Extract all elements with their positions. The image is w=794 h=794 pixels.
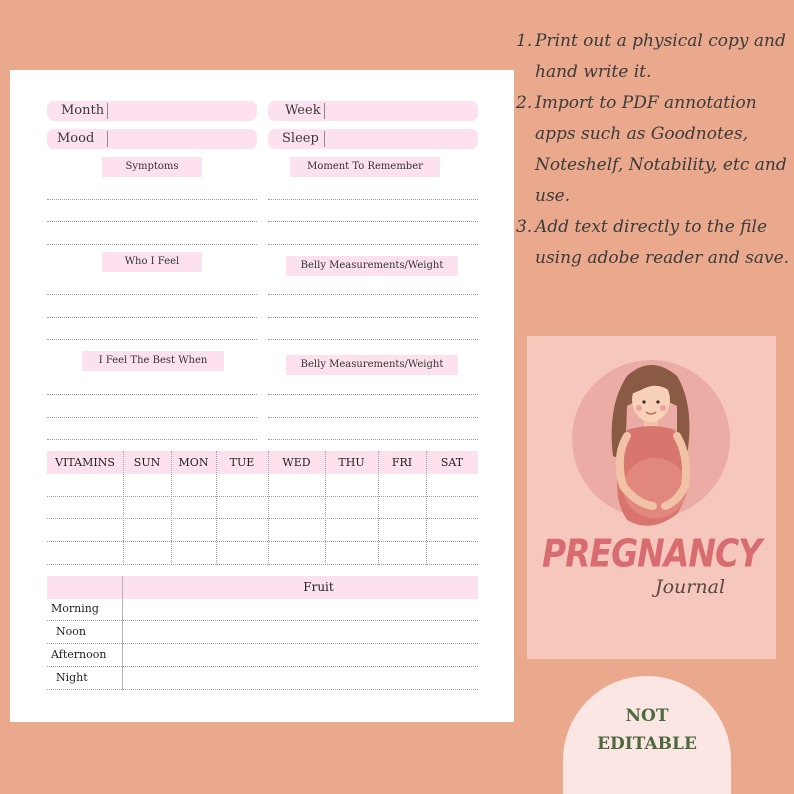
col-sat: SAT — [440, 456, 464, 469]
mood-label: Mood — [57, 131, 95, 146]
col-wed: WED — [282, 456, 311, 469]
grid-divider — [378, 451, 379, 565]
moment-heading: Moment To Remember — [290, 157, 440, 177]
instruction-item: 3. Add text directly to the file using adobe reader and save. — [516, 217, 790, 268]
not-editable-badge — [563, 676, 731, 794]
mood-field — [47, 129, 257, 149]
write-line — [268, 294, 478, 295]
belly-heading-1: Belly Measurements/Weight — [286, 256, 458, 276]
col-sun: SUN — [133, 456, 161, 469]
cover-subtitle: Journal — [655, 576, 726, 598]
month-label: Month — [61, 103, 105, 118]
write-line — [47, 317, 257, 318]
belly-heading-2: Belly Measurements/Weight — [286, 355, 458, 375]
grid-row-line — [47, 518, 478, 519]
write-line — [47, 199, 257, 200]
fruit-row-line — [47, 620, 478, 621]
col-thu: THU — [338, 456, 365, 469]
write-line — [47, 294, 257, 295]
write-line — [268, 339, 478, 340]
write-line — [47, 394, 257, 395]
sleep-field — [268, 129, 478, 149]
write-line — [47, 439, 257, 440]
who-feel-heading: Who I Feel — [102, 252, 202, 272]
col-tue: TUE — [229, 456, 255, 469]
col-vitamins: VITAMINS — [55, 456, 115, 469]
grid-divider — [171, 451, 172, 565]
col-fri: FRI — [391, 456, 413, 469]
row-night: Night — [56, 671, 88, 684]
grid-divider — [325, 451, 326, 565]
cover-preview — [527, 336, 776, 659]
grid-divider — [123, 451, 124, 565]
vitamins-header-row — [47, 451, 478, 474]
grid-divider — [426, 451, 427, 565]
grid-row-line — [47, 541, 478, 542]
write-line — [268, 199, 478, 200]
journal-page — [10, 70, 514, 722]
write-line — [268, 244, 478, 245]
fruit-header-row — [47, 576, 478, 599]
write-line — [268, 317, 478, 318]
fruit-row-line — [47, 666, 478, 667]
grid-divider — [216, 451, 217, 565]
badge-line-1: NOT — [625, 706, 669, 726]
write-line — [47, 417, 257, 418]
write-line — [47, 244, 257, 245]
pregnant-woman-illustration — [527, 336, 776, 536]
badge-line-2: EDITABLE — [597, 734, 697, 754]
fruit-title: Fruit — [303, 580, 334, 594]
week-label: Week — [285, 103, 321, 118]
instruction-item: 2. Import to PDF annotation apps such as Goodnotes, Noteshelf, Notability, etc and use. — [516, 93, 787, 206]
grid-row-line — [47, 496, 478, 497]
cover-title: PREGNANCY — [541, 531, 762, 576]
row-afternoon: Afternoon — [51, 648, 107, 661]
fruit-row-line — [47, 689, 478, 690]
sleep-label: Sleep — [282, 131, 319, 146]
fruit-row-line — [47, 643, 478, 644]
write-line — [268, 439, 478, 440]
write-line — [268, 417, 478, 418]
symptoms-heading: Symptoms — [102, 157, 202, 177]
grid-row-line — [47, 564, 478, 565]
write-line — [47, 221, 257, 222]
instruction-item: 1. Print out a physical copy and hand write it. — [516, 31, 786, 82]
row-morning: Morning — [51, 602, 99, 615]
instructions-list — [516, 26, 794, 274]
month-field — [47, 101, 257, 121]
row-noon: Noon — [56, 625, 86, 638]
week-field — [268, 101, 478, 121]
write-line — [47, 339, 257, 340]
col-mon: MON — [178, 456, 209, 469]
write-line — [268, 394, 478, 395]
fruit-divider — [122, 576, 123, 690]
feel-best-heading: I Feel The Best When — [82, 351, 224, 371]
grid-divider — [268, 451, 269, 565]
write-line — [268, 221, 478, 222]
